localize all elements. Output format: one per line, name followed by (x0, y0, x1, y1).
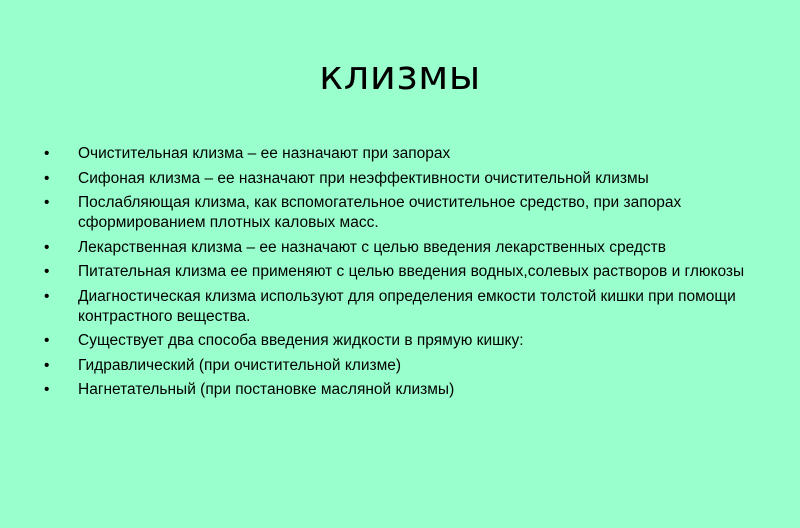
bullet-item (44, 169, 754, 189)
bullet-item (44, 287, 754, 327)
bullet-icon: • (44, 194, 50, 211)
bullet-item (44, 144, 754, 164)
bullet-text: Питательная клизма ее применяют с целью введения водных,солевых растворов и глюкозы (78, 263, 745, 280)
bullet-item (44, 262, 754, 282)
slide-title: клизмы (319, 53, 481, 99)
bullet-item (44, 380, 754, 400)
bullet-text: Сифоная клизма – ее назначают при неэффективности очистительной клизмы (78, 169, 649, 187)
bullet-text: Существует два способа введения жидкости в прямую кишку: (78, 332, 524, 349)
bullet-icon: • (44, 238, 50, 256)
bullet-text: Лекарственная клизма – ее назначают с целью введения лекарственных средств (78, 238, 667, 256)
bullet-text: Нагнетательный (при постановке масляной клизмы) (78, 381, 455, 398)
bullet-item (44, 331, 754, 351)
bullet-icon: • (44, 332, 50, 349)
bullet-list (44, 144, 754, 405)
bullet-icon: • (44, 169, 50, 187)
bullet-item (44, 238, 754, 258)
bullet-icon: • (44, 145, 50, 162)
bullet-icon: • (44, 263, 50, 280)
bullet-text: Диагностическая клизма используют для определения емкости толстой кишки при помощи контрастного вещества. (78, 287, 736, 325)
bullet-item (44, 193, 754, 233)
bullet-text: Гидравлический (при очистительной клизме) (78, 356, 402, 374)
bullet-icon: • (44, 381, 50, 398)
bullet-icon: • (44, 287, 50, 305)
bullet-text: Послабляющая клизма, как вспомогательное очистительное средство, при запорах сформированием плотных каловых масс. (78, 194, 682, 231)
bullet-item (44, 356, 754, 376)
bullet-text: Очистительная клизма – ее назначают при запорах (78, 145, 451, 162)
bullet-icon: • (44, 356, 50, 374)
